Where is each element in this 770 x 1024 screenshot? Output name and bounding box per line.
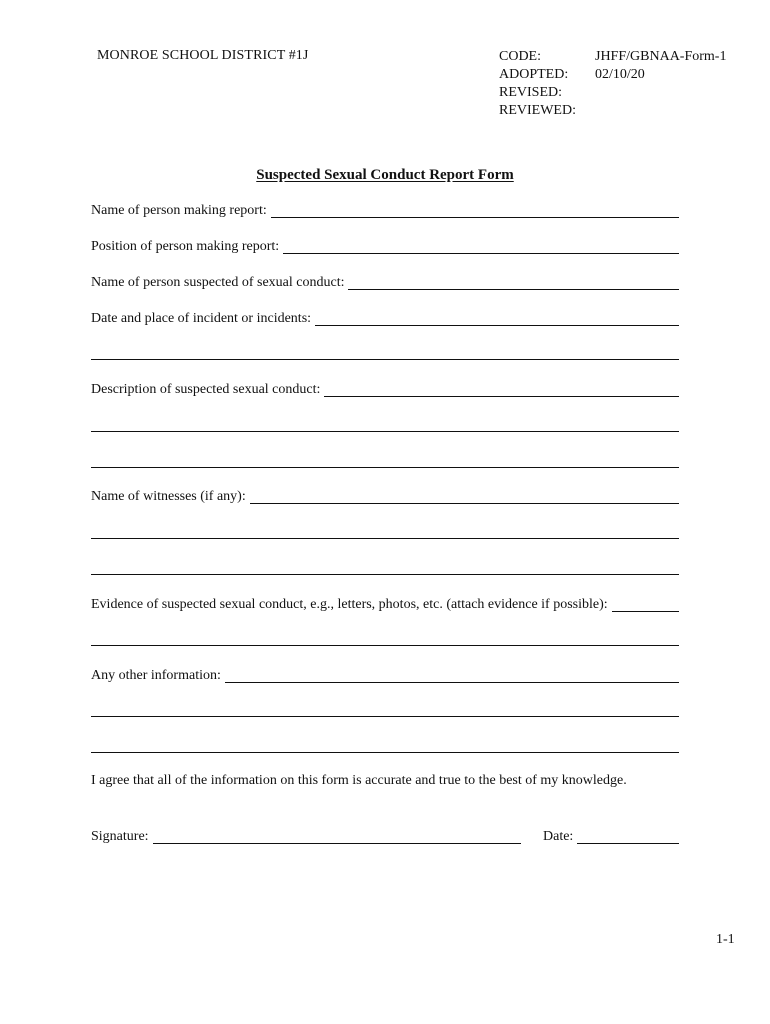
signature-field [91,826,521,846]
adopted-value: 02/10/20 [595,67,645,82]
incident-date-place-input[interactable] [315,309,679,326]
reviewed-row [499,102,726,120]
page-number: 1-1 [716,932,735,947]
evidence-label: Evidence of suspected sexual conduct, e.g., letters, photos, etc. (attach evidence if possible): [91,597,608,612]
description-label: Description of suspected sexual conduct: [91,382,321,397]
witnesses-extra-line[interactable] [91,538,679,539]
signature-input[interactable] [153,827,521,844]
code-label: CODE: [499,49,541,64]
description-field [91,379,679,399]
witnesses-extra-line[interactable] [91,574,679,575]
description-input[interactable] [324,380,679,397]
policy-code-block [499,48,726,120]
description-extra-line[interactable] [91,431,679,432]
adopted-row [499,66,726,84]
suspect-name-field [91,272,679,292]
accuracy-statement: I agree that all of the information on this form is accurate and true to the best of my knowledge. [91,773,627,788]
reporter-name-label: Name of person making report: [91,203,267,218]
witnesses-label: Name of witnesses (if any): [91,489,246,504]
other-info-field [91,665,679,685]
reporter-position-field [91,236,679,256]
suspect-name-input[interactable] [348,273,679,290]
reporter-name-input[interactable] [271,201,679,218]
reporter-name-field [91,200,679,220]
other-info-extra-line[interactable] [91,752,679,753]
other-info-label: Any other information: [91,668,221,683]
other-info-input[interactable] [225,666,679,683]
incident-date-place-field [91,308,679,328]
revised-label: REVISED: [499,85,562,100]
form-title: Suspected Sexual Conduct Report Form [256,167,514,183]
reporter-position-input[interactable] [283,237,679,254]
evidence-input[interactable] [612,595,679,612]
evidence-extra-line[interactable] [91,645,679,646]
witnesses-input[interactable] [250,487,679,504]
witnesses-field [91,486,679,506]
date-input[interactable] [577,827,679,844]
suspect-name-label: Name of person suspected of sexual conduct: [91,275,345,290]
code-row [499,48,726,66]
reviewed-label: REVIEWED: [499,103,576,118]
code-value: JHFF/GBNAA-Form-1 [595,49,727,64]
date-label: Date: [543,829,574,844]
incident-date-place-label: Date and place of incident or incidents: [91,311,312,326]
other-info-extra-line[interactable] [91,716,679,717]
signature-label: Signature: [91,829,149,844]
date-field [543,826,679,846]
adopted-label: ADOPTED: [499,67,569,82]
revised-row [499,84,726,102]
district-name: MONROE SCHOOL DISTRICT #1J [97,48,309,63]
description-extra-line[interactable] [91,467,679,468]
evidence-field [91,594,679,614]
incident-date-place-extra-line[interactable] [91,359,679,360]
reporter-position-label: Position of person making report: [91,239,280,254]
